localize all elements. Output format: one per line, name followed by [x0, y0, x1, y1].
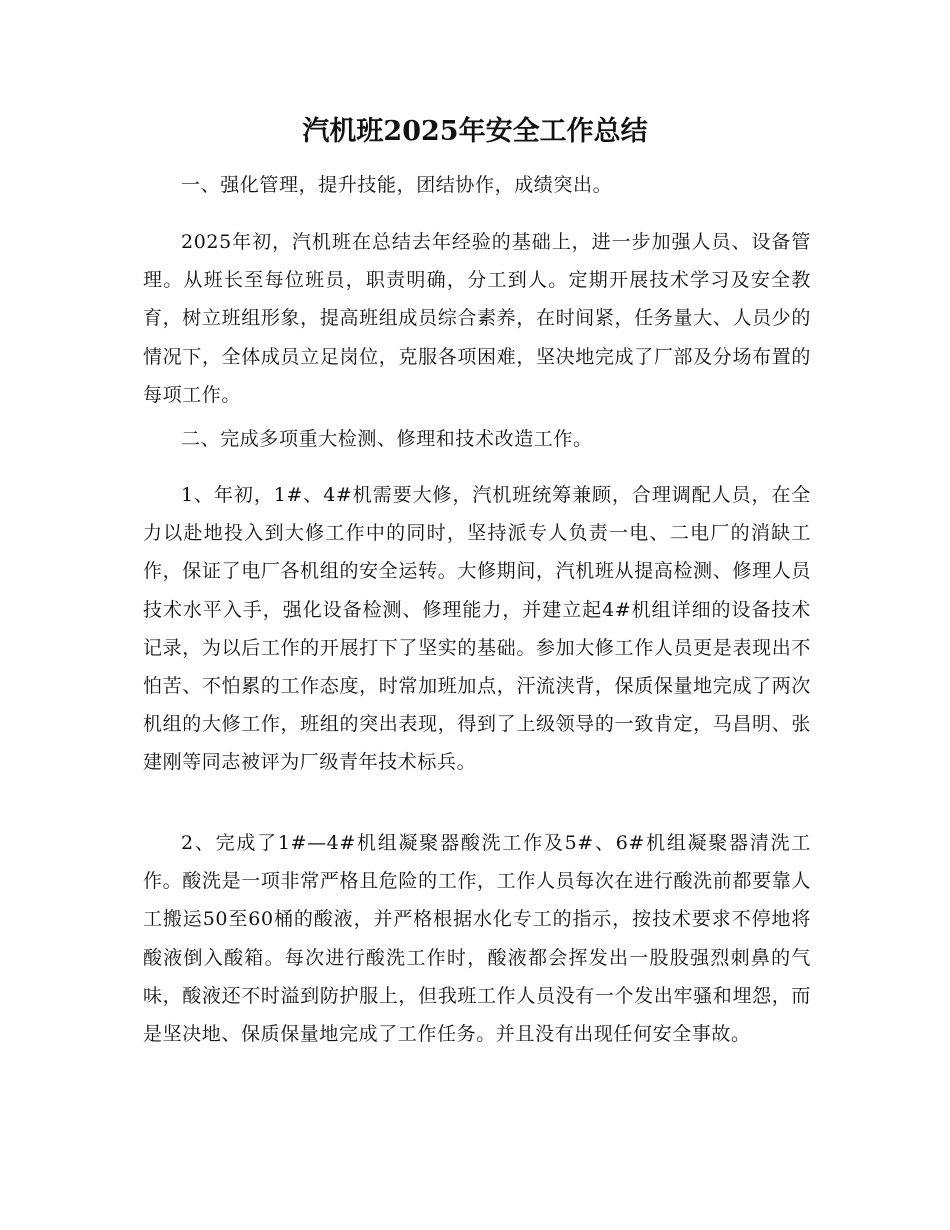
- paragraph-item-2: 2、完成了1#—4#机组凝聚器酸洗工作及5#、6#机组凝聚器清洗工作。酸洗是一项非常严格且危险的工作，工作人员每次在进行酸洗前都要靠人工搬运50至60桶的酸液，并严格根据水化专工的指示，按技术要求不停地将酸液倒入酸箱。每次进行酸洗工作时，酸液都会挥发出一股股强烈刺鼻的气味，酸液还不时溢到防护服上，但我班工作人员没有一个发出牢骚和埋怨，而是坚决地、保质保量地完成了工作任务。并且没有出现任何安全事故。: [143, 832, 811, 1046]
- section-heading-2: 二、完成多项重大检测、修理和技术改造工作。: [181, 428, 593, 450]
- document-title: 汽机班2025年安全工作总结: [302, 116, 648, 147]
- paragraph-intro: 2025年初，汽机班在总结去年经验的基础上，进一步加强人员、设备管理。从班长至每位班员，职责明确，分工到人。定期开展技术学习及安全教育，树立班组形象，提高班组成员综合素养，在时间紧，任务量大、人员少的情况下，全体成员立足岗位，克服各项困难，坚决地完成了厂部及分场布置的每项工作。: [143, 231, 811, 406]
- section-heading-1: 一、强化管理，提升技能，团结协作，成绩突出。: [181, 174, 613, 196]
- paragraph-item-1: 1、年初，1#、4#机需要大修，汽机班统筹兼顾，合理调配人员，在全力以赴地投入到大修工作中的同时，坚持派专人负责一电、二电厂的消缺工作，保证了电厂各机组的安全运转。大修期间，汽机班从提高检测、修理人员技术水平入手，强化设备检测、修理能力，并建立起4#机组详细的设备技术记录，为以后工作的开展打下了坚实的基础。参加大修工作人员更是表现出不怕苦、不怕累的工作态度，时常加班加点，汗流浃背，保质保量地完成了两次机组的大修工作，班组的突出表现，得到了上级领导的一致肯定，马昌明、张建刚等同志被评为厂级青年技术标兵。: [143, 484, 811, 774]
